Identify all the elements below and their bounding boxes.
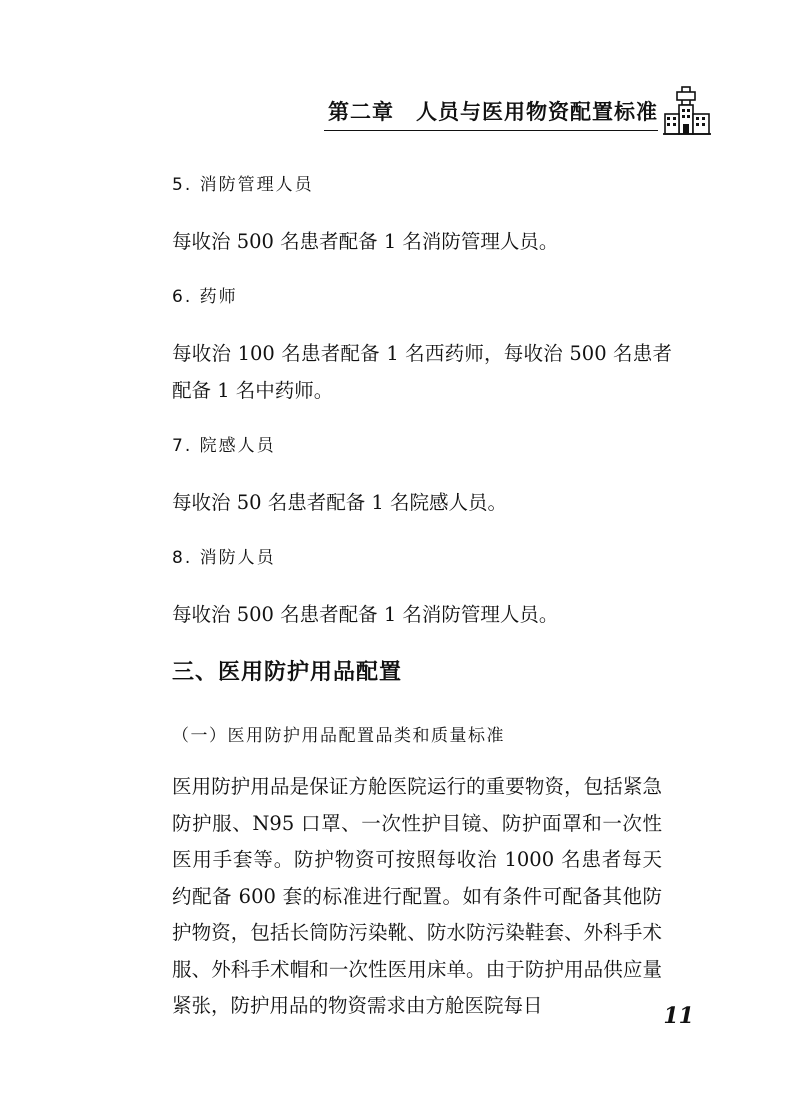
item-heading-7: 7. 院感人员 (172, 436, 276, 456)
item-text-8: 每收治 500 名患者配备 1 名消防管理人员。 (172, 603, 559, 626)
hospital-icon (662, 86, 712, 136)
header-rule (324, 130, 658, 131)
section-body-paragraph: 医用防护用品是保证方舱医院运行的重要物资，包括紧急防护服、N95 口罩、一次性护目镜、防护面罩和一次性医用手套等。防护物资可按照每收治 1000 名患者每天约配备 600 套的标准进行配置。如有条件可配备其他防护物资，包括长筒防污染靴、防水防污染鞋套、外科手术服、外科手术帽和一次性医用床单。由于防护用品供应量紧张，防护用品的物资需求由方舱医院每日 (172, 775, 662, 1017)
page-number: 11 (663, 1003, 694, 1029)
item-text-7: 每收治 50 名患者配备 1 名院感人员。 (172, 491, 508, 514)
main-content (172, 170, 672, 1025)
item-heading-6: 6. 药师 (172, 287, 238, 307)
subsection-heading: （一）医用防护用品配置品类和质量标准 (172, 726, 505, 746)
item-text-5: 每收治 500 名患者配备 1 名消防管理人员。 (172, 230, 559, 253)
running-header (300, 92, 720, 140)
section-heading: 三、医用防护用品配置 (172, 660, 403, 685)
item-heading-8: 8. 消防人员 (172, 548, 276, 568)
chapter-title: 第二章 人员与医用物资配置标准 (328, 100, 658, 124)
item-text-6: 每收治 100 名患者配备 1 名西药师，每收治 500 名患者配备 1 名中药师。 (172, 342, 672, 402)
item-heading-5: 5. 消防管理人员 (172, 175, 314, 195)
